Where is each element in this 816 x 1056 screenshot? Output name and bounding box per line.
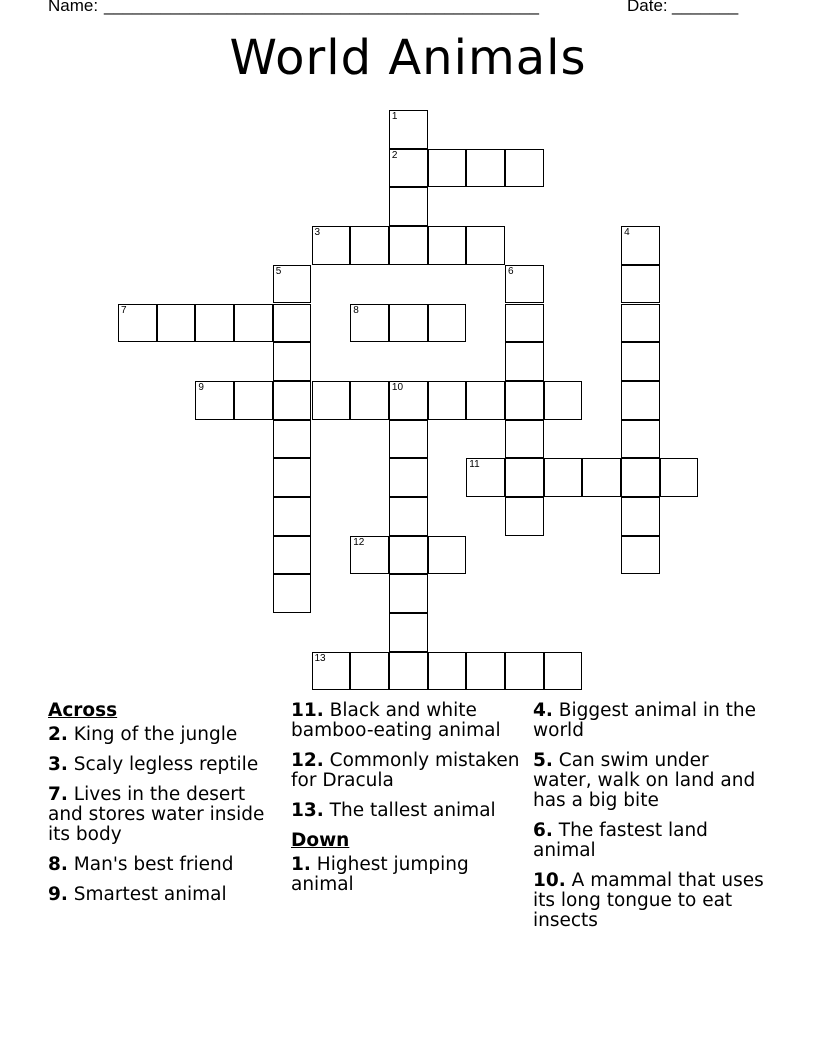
grid-cell[interactable] <box>350 652 389 691</box>
grid-cell[interactable] <box>389 226 428 265</box>
grid-cell[interactable] <box>273 458 312 497</box>
page-title: World Animals <box>229 30 587 86</box>
clue-number: 9 <box>198 381 204 393</box>
grid-cell[interactable] <box>660 458 699 497</box>
grid-cell[interactable] <box>389 420 428 459</box>
clue-number: 5 <box>275 265 282 277</box>
across-heading: Across <box>48 700 118 721</box>
clue-number: 8 <box>353 304 359 316</box>
grid-cell[interactable] <box>195 304 234 343</box>
clue-number: 4 <box>624 227 630 239</box>
grid-cell[interactable] <box>389 304 428 343</box>
clue-across-9: 9. Smartest animal <box>48 884 227 905</box>
grid-cell[interactable] <box>621 381 660 420</box>
grid-cell[interactable] <box>118 304 157 343</box>
date-label: Date: <box>627 0 668 15</box>
clue-down-5: 5. Can swim under water, walk on land and has a big bite <box>533 750 756 811</box>
grid-cell[interactable] <box>544 458 583 497</box>
grid-cell[interactable] <box>428 536 467 575</box>
grid-cell[interactable] <box>505 342 544 381</box>
clue-number: 12 <box>353 536 365 548</box>
grid-cell[interactable] <box>621 265 660 304</box>
clue-number: 10 <box>391 381 404 393</box>
grid-cell[interactable] <box>350 226 389 265</box>
grid-cell[interactable] <box>273 265 312 304</box>
grid-cell[interactable] <box>466 458 505 497</box>
grid-cell[interactable] <box>389 574 428 613</box>
grid-cell[interactable] <box>544 381 583 420</box>
grid-cell[interactable] <box>621 226 660 265</box>
clue-down-10: 10. A mammal that uses its long tongue to eat insects <box>533 870 764 931</box>
clue-across-8: 8. Man's best friend <box>48 854 234 875</box>
clue-across-13: 13. The tallest animal <box>291 800 496 821</box>
grid-cell[interactable] <box>389 652 428 691</box>
grid-cell[interactable] <box>389 110 428 149</box>
grid-cell[interactable] <box>350 536 389 575</box>
grid-cell[interactable] <box>466 226 505 265</box>
grid-cell[interactable] <box>195 381 234 420</box>
clue-across-11: 11. Black and white bamboo-eating animal <box>291 700 501 741</box>
grid-cell[interactable] <box>273 381 312 420</box>
grid-cell[interactable] <box>621 536 660 575</box>
grid-cell[interactable] <box>350 304 389 343</box>
clue-down-6: 6. The fastest land animal <box>533 820 708 861</box>
grid-cell[interactable] <box>544 652 583 691</box>
clue-column-1 <box>48 701 280 915</box>
clue-down-4: 4. Biggest animal in the world <box>533 700 756 741</box>
clue-down-1: 1. Highest jumping animal <box>291 854 469 895</box>
grid-cell[interactable] <box>312 381 351 420</box>
grid-cell[interactable] <box>157 304 196 343</box>
grid-cell[interactable] <box>621 304 660 343</box>
grid-cell[interactable] <box>505 458 544 497</box>
grid-cell[interactable] <box>466 652 505 691</box>
name-date-header <box>48 0 748 18</box>
clue-across-2: 2. King of the jungle <box>48 724 238 745</box>
grid-cell[interactable] <box>389 497 428 536</box>
clue-across-12: 12. Commonly mistaken for Dracula <box>291 750 520 791</box>
grid-cell[interactable] <box>273 304 312 343</box>
grid-cell[interactable] <box>273 536 312 575</box>
clue-across-3: 3. Scaly legless reptile <box>48 754 259 775</box>
grid-cell[interactable] <box>505 381 544 420</box>
grid-cell[interactable] <box>428 381 467 420</box>
clue-across-7: 7. Lives in the desert and stores water inside its body <box>48 784 265 845</box>
clue-number: 6 <box>508 265 514 277</box>
grid-cell[interactable] <box>505 304 544 343</box>
grid-cell[interactable] <box>505 497 544 536</box>
grid-cell[interactable] <box>389 187 428 226</box>
grid-cell[interactable] <box>505 149 544 188</box>
grid-cell[interactable] <box>466 381 505 420</box>
clue-column-2 <box>291 701 523 905</box>
grid-cell[interactable] <box>389 613 428 652</box>
grid-cell[interactable] <box>621 458 660 497</box>
grid-cell[interactable] <box>389 458 428 497</box>
grid-cell[interactable] <box>428 149 467 188</box>
grid-cell[interactable] <box>273 342 312 381</box>
name-label: Name: <box>48 0 99 15</box>
clue-number: 1 <box>391 111 398 122</box>
grid-cell[interactable] <box>505 652 544 691</box>
grid-cell[interactable] <box>428 304 467 343</box>
grid-cell[interactable] <box>350 381 389 420</box>
grid-cell[interactable] <box>505 420 544 459</box>
clue-number: 7 <box>121 304 127 316</box>
grid-cell[interactable] <box>234 381 273 420</box>
grid-cell[interactable] <box>621 420 660 459</box>
grid-cell[interactable] <box>389 149 428 188</box>
grid-cell[interactable] <box>273 574 312 613</box>
clue-number: 3 <box>314 227 321 239</box>
name-line[interactable]: ______________________________________________ <box>104 0 539 15</box>
grid-cell[interactable] <box>389 381 428 420</box>
grid-cell[interactable] <box>312 226 351 265</box>
grid-cell[interactable] <box>273 497 312 536</box>
grid-cell[interactable] <box>428 652 467 691</box>
grid-cell[interactable] <box>621 342 660 381</box>
clue-column-3 <box>533 701 773 941</box>
date-line[interactable]: _______ <box>672 0 739 15</box>
grid-cell[interactable] <box>505 265 544 304</box>
clue-number: 2 <box>391 149 398 161</box>
grid-cell[interactable] <box>234 304 273 343</box>
clue-number: 11 <box>469 459 480 471</box>
down-heading: Down <box>291 830 350 851</box>
clue-number: 13 <box>314 652 326 664</box>
grid-cell[interactable] <box>312 652 351 691</box>
grid-cell[interactable] <box>582 458 621 497</box>
grid-cell[interactable] <box>466 149 505 188</box>
grid-cell[interactable] <box>428 226 467 265</box>
grid-cell[interactable] <box>621 497 660 536</box>
grid-cell[interactable] <box>389 536 428 575</box>
grid-cell[interactable] <box>273 420 312 459</box>
